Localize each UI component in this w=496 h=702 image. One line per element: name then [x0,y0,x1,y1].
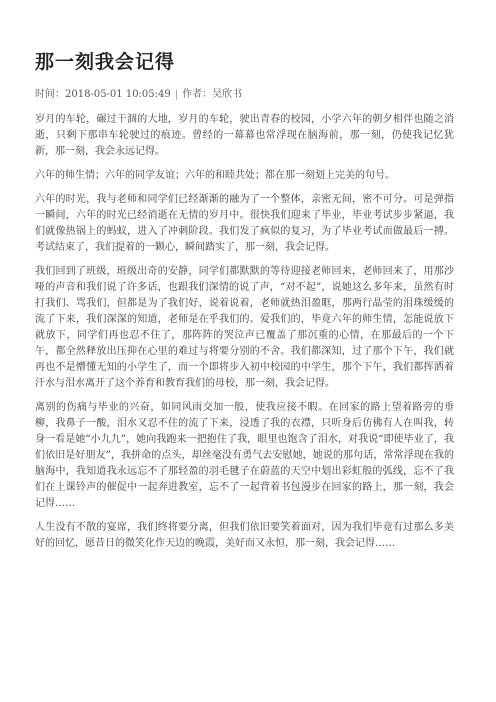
paragraph: 人生没有不散的宴席，我们终将要分离，但我们依旧要笑着面对，因为我们毕竟有过那么多美好的回忆，愿昔日的微笑化作天边的晚霞，美好而又永恒，那一刻，我会记得…… [35,522,454,549]
paragraph: 六年的师生情；六年的同学友谊；六年的和睦共处；都在那一刻划上完美的句号。 [35,170,395,181]
publish-time: 2018-05-01 10:05:49 [65,89,171,100]
article-meta [35,88,454,102]
paragraph: 岁月的车轮，碾过干涸的大地，岁月的车轮，驶出青春的校园，小学六年的朝夕相伴也随之消逝，只剩下那串车轮驶过的痕迹。曾经的一幕幕也常浮现在脑海前，那一刻，仍使我记忆犹新，那一刻，我会永远记得。 [35,114,454,157]
author-name: 吴欣书 [212,89,243,100]
author-label: 作者： [182,89,213,100]
paragraph: 我们回到了班级，班级出奇的安静，同学们都默默的等待迎接老师回来，老师回来了，用那沙哑的声音和我们说了许多话，也跟我们深情的说了声，“对不起”，说她这么多年来，虽然有时打我们、骂我们，但都是为了我们好，说着说着，老师就热泪盈眶，那两行晶莹的泪珠缓缓的流了下来，我们深深的知道，老师是在乎我们的、爱我们的，毕竟六年的师生情，怎能说放下就放下，同学们再也忍不住了，那阵阵的哭泣声已覆盖了那沉重的心情，在那最后的一个下午，都全然释放出压抑在心里的难过与将要分别的不舍。我们都深知，过了那个下午，我们就再也不是懵懂无知的小学生了，而一个即将步入初中校园的中学生，那个下午，我们都挥洒着汗水与泪水离开了这个养育和教育我们的母校，那一刻，我会记得。 [35,266,454,389]
paragraph: 离别的伤痛与毕业的兴奋，如同风雨交加一般，使我应接不暇。在回家的路上望着路旁的垂柳，我鼻子一酸，泪水又忍不住的流了下来，浸透了我的衣襟，只听身后仿佛有人在叫我，转身一看是她“小九九”，她向我跑来一把抱住了我，眼里也饱含了泪水，对我说“即使毕业了，我们依旧是好朋友”，我拼命的点头，却丝毫没有勇气去安慰她，她说的那句话，常常浮现在我的脑海中，我知道我永远忘不了那轻盈的羽毛毽子在蔚蓝的天空中划出彩虹般的弧线，忘不了我们在上课铃声的催促中一起奔进教室，忘不了一起背着书包漫步在回家的路上，那一刻，我会记得…… [35,402,454,509]
time-label: 时间： [35,89,65,100]
paragraph: 六年的时光，我与老师和同学们已经渐渐的融为了一个整体，亲密无间，密不可分。可是弹指一瞬间，六年的时光已经消逝在无情的岁月中。很快我们迎来了毕业，毕业考试步步紧逼，我们就像热锅上的蚂蚁，进入了冲刺阶段。我们发了疯似的复习，为了毕业考试而做最后一搏。考试结束了，我们提着的一颗心，瞬间踏实了，那一刻，我会记得。 [35,194,454,253]
article-title: 那一刻我会记得 [35,51,176,73]
article-body [35,112,454,552]
meta-separator: | [174,89,179,100]
